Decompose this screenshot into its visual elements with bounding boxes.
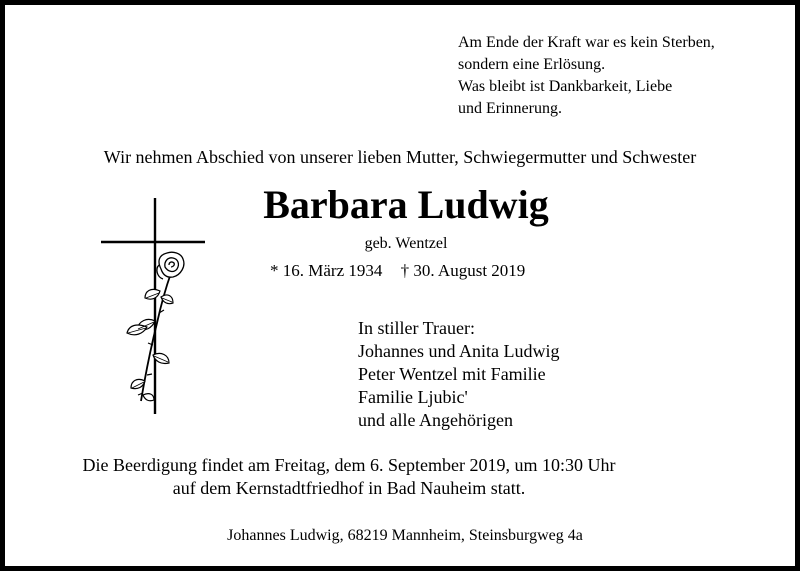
cross-with-rose-icon (97, 195, 212, 417)
motto-line: Was bleibt ist Dankbarkeit, Liebe (458, 78, 673, 95)
mourner-name: Johannes und Anita Ludwig (358, 341, 560, 361)
motto-line: sondern eine Erlösung. (458, 56, 606, 73)
funeral-line: auf dem Kernstadtfriedhof in Bad Nauheim statt. (172, 478, 526, 498)
intro-text: Wir nehmen Abschied von unserer lieben Mutter, Schwiegermutter und Schwester (103, 147, 697, 167)
mourners-list (358, 317, 559, 432)
birth-date: * 16. März 1934 (270, 261, 383, 280)
contact-address: Johannes Ludwig, 68219 Mannheim, Steinsburgweg 4a (227, 527, 583, 544)
funeral-line: Die Beerdigung findet am Freitag, dem 6. September 2019, um 10:30 Uhr (82, 455, 616, 475)
life-dates (270, 261, 525, 281)
motto-line: Am Ende der Kraft war es kein Sterben, (458, 34, 715, 51)
birth-name: geb. Wentzel (364, 235, 448, 252)
mourners-heading: In stiller Trauer: (358, 318, 475, 338)
motto-verse (458, 32, 788, 120)
mourner-name: Peter Wentzel mit Familie (358, 364, 546, 384)
funeral-details (5, 454, 693, 500)
death-date: † 30. August 2019 (400, 261, 526, 280)
mourner-name: und alle Angehörigen (358, 410, 513, 430)
motto-line: und Erinnerung. (458, 100, 562, 117)
mourner-name: Familie Ljubic' (358, 387, 468, 407)
deceased-name: Barbara Ludwig (263, 182, 549, 227)
